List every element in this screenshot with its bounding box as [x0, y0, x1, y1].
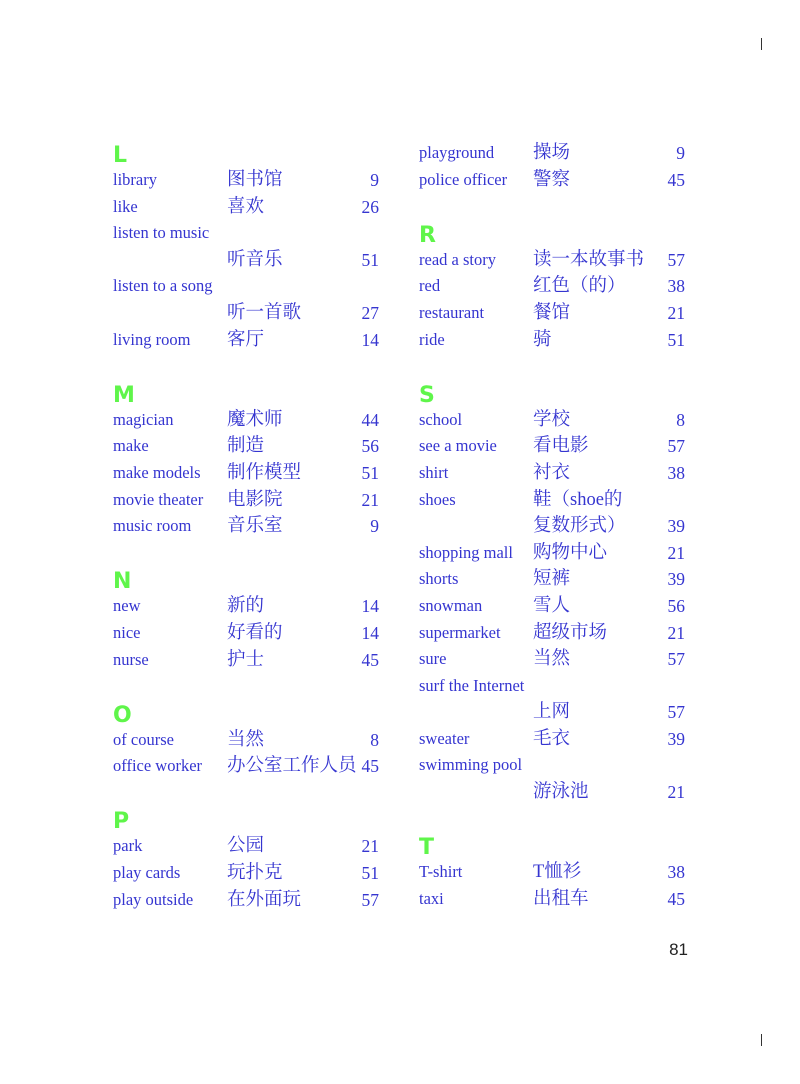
glossary-entry [113, 753, 383, 780]
chinese-meaning: 上网 [533, 702, 571, 723]
page-reference: 21 [667, 622, 685, 643]
english-term: play outside [113, 889, 194, 909]
glossary-entry [113, 300, 383, 327]
glossary-entry [419, 699, 689, 726]
section-letter: L [113, 143, 128, 168]
page-reference: 39 [667, 516, 685, 537]
chinese-meaning: 电影院 [227, 489, 283, 510]
english-term: listen to a song [113, 276, 213, 296]
english-term: play cards [113, 863, 181, 883]
glossary-column-right [419, 140, 689, 912]
glossary-entry [113, 327, 383, 354]
page-reference: 21 [361, 489, 379, 510]
page-reference: 57 [667, 702, 685, 723]
section-letter: S [419, 382, 435, 408]
page-reference: 57 [667, 249, 685, 270]
glossary-entry [419, 566, 689, 593]
english-term: taxi [419, 888, 444, 908]
english-term: sure [419, 649, 447, 669]
glossary-entry [113, 194, 383, 221]
glossary-entry [113, 887, 383, 914]
chinese-meaning: 短裤 [533, 569, 571, 590]
glossary-entry [113, 460, 383, 487]
english-term: make models [113, 462, 201, 482]
page-reference: 38 [667, 276, 685, 297]
english-term: shirt [419, 462, 449, 482]
page-reference: 39 [667, 728, 685, 749]
page-reference: 51 [361, 249, 379, 270]
chinese-meaning: 在外面玩 [227, 889, 302, 910]
english-term: school [419, 409, 463, 429]
chinese-meaning: 餐馆 [533, 302, 571, 323]
glossary-entry [113, 647, 383, 674]
glossary-entry [419, 327, 689, 354]
chinese-meaning: 雪人 [533, 595, 571, 616]
glossary-entry [419, 247, 689, 274]
english-term: movie theater [113, 489, 204, 509]
english-term: nurse [113, 649, 149, 669]
glossary-entry [419, 779, 689, 806]
chinese-meaning: 音乐室 [227, 516, 283, 537]
page-reference: 38 [667, 862, 685, 883]
chinese-meaning: 好看的 [227, 622, 283, 643]
glossary-entry [113, 433, 383, 460]
english-term: shorts [419, 569, 459, 589]
glossary-entry [419, 487, 689, 514]
glossary-entry [419, 593, 689, 620]
english-term: see a movie [419, 436, 497, 456]
page-reference: 21 [667, 542, 685, 563]
chinese-meaning: 制造 [227, 436, 265, 457]
page-reference: 56 [361, 436, 379, 457]
section-letter: T [419, 835, 435, 861]
chinese-meaning: 鞋（shoe的 [533, 489, 623, 510]
english-term: police officer [419, 169, 508, 189]
chinese-meaning: 操场 [533, 143, 571, 163]
chinese-meaning: 看电影 [533, 436, 589, 457]
glossary-entry [113, 247, 383, 274]
glossary-entry [419, 620, 689, 647]
chinese-meaning: 红色（的） [533, 276, 626, 297]
chinese-meaning: 购物中心 [533, 542, 608, 563]
page-reference: 27 [361, 302, 379, 323]
glossary-entry [419, 726, 689, 753]
chinese-meaning: 复数形式） [533, 516, 626, 537]
section-spacer [113, 673, 383, 700]
english-term: of course [113, 729, 174, 749]
page-reference: 9 [676, 143, 685, 163]
section-letter: O [113, 702, 132, 728]
glossary-entry [113, 727, 383, 754]
page-number: 81 [669, 940, 688, 959]
chinese-meaning: 护士 [227, 649, 265, 670]
english-term: T-shirt [419, 862, 463, 882]
glossary-column-left [113, 140, 383, 913]
section-letter: M [113, 382, 135, 408]
english-term: nice [113, 622, 141, 642]
english-term: living room [113, 329, 191, 349]
english-term: library [113, 170, 157, 189]
chinese-meaning: T恤衫 [533, 862, 582, 883]
glossary-entry [113, 513, 383, 540]
glossary-entry [419, 513, 689, 540]
chinese-meaning: 骑 [533, 329, 552, 350]
chinese-meaning: 客厅 [227, 329, 265, 350]
section-letter: P [113, 809, 130, 835]
english-term: snowman [419, 595, 483, 615]
glossary-entry [113, 407, 383, 434]
english-term: shopping mall [419, 542, 513, 562]
chinese-meaning: 衬衣 [533, 462, 571, 483]
glossary-entry [419, 460, 689, 487]
glossary-entry [113, 167, 383, 194]
section-spacer [419, 353, 689, 380]
page-reference: 45 [667, 888, 685, 909]
english-term: new [113, 596, 141, 616]
glossary-entry [419, 273, 689, 300]
english-term: office worker [113, 756, 203, 776]
page-reference: 8 [676, 409, 685, 430]
chinese-meaning: 办公室工作人员 [227, 756, 357, 777]
glossary-entry [419, 140, 689, 167]
english-term: sweater [419, 728, 470, 748]
english-term: swimming pool [419, 755, 523, 775]
page-reference: 21 [667, 782, 685, 803]
english-term: red [419, 276, 441, 296]
glossary-entry [113, 273, 383, 300]
section-letter: R [419, 222, 436, 248]
section-letter: N [113, 569, 132, 595]
page-reference: 57 [667, 649, 685, 670]
chinese-meaning: 玩扑克 [227, 863, 283, 884]
glossary-entry [419, 540, 689, 567]
chinese-meaning: 新的 [227, 596, 265, 617]
chinese-meaning: 超级市场 [533, 622, 608, 643]
page-reference: 21 [361, 836, 379, 857]
english-term: music room [113, 516, 192, 536]
page-reference: 56 [667, 595, 685, 616]
english-term: listen to music [113, 223, 210, 243]
page-reference: 38 [667, 462, 685, 483]
crop-mark-top [761, 38, 762, 50]
chinese-meaning: 听音乐 [227, 249, 283, 270]
glossary-entry [113, 620, 383, 647]
chinese-meaning: 图书馆 [227, 170, 283, 190]
page-reference: 26 [361, 196, 379, 217]
page-reference: 14 [361, 329, 379, 350]
page-reference: 14 [361, 622, 379, 643]
glossary-entry [113, 833, 383, 860]
glossary-entry [419, 673, 689, 700]
page-reference: 44 [361, 409, 379, 430]
page-reference: 9 [370, 516, 379, 537]
glossary-entry [419, 859, 689, 886]
chinese-meaning: 毛衣 [533, 728, 571, 749]
chinese-meaning: 听一首歌 [227, 302, 302, 323]
chinese-meaning: 读一本故事书 [533, 249, 645, 270]
chinese-meaning: 制作模型 [227, 462, 302, 483]
section-spacer [113, 540, 383, 567]
english-term: park [113, 836, 143, 856]
section-spacer [113, 353, 383, 380]
english-term: surf the Internet [419, 675, 525, 695]
page-reference: 9 [370, 170, 379, 190]
page-reference: 8 [370, 729, 379, 750]
chinese-meaning: 游泳池 [533, 782, 589, 803]
section-spacer [419, 806, 689, 833]
english-term: shoes [419, 489, 456, 509]
english-term: make [113, 436, 149, 456]
chinese-meaning: 喜欢 [227, 196, 265, 217]
glossary-entry [419, 300, 689, 327]
page-reference: 51 [361, 863, 379, 884]
glossary-entry [419, 752, 689, 779]
page-reference: 14 [361, 596, 379, 617]
glossary-entry [419, 167, 689, 194]
page-reference: 45 [361, 649, 379, 670]
page-reference: 21 [667, 302, 685, 323]
chinese-meaning: 出租车 [533, 888, 589, 909]
english-term: restaurant [419, 302, 485, 322]
glossary-entry [113, 593, 383, 620]
crop-mark-bottom [761, 1034, 762, 1046]
page-reference: 51 [667, 329, 685, 350]
chinese-meaning: 公园 [227, 836, 265, 857]
page-reference: 45 [667, 169, 685, 190]
english-term: read a story [419, 249, 496, 269]
glossary-entry [419, 433, 689, 460]
page-reference: 51 [361, 462, 379, 483]
english-term: playground [419, 143, 495, 162]
glossary-entry [113, 487, 383, 514]
page-reference: 57 [361, 889, 379, 910]
chinese-meaning: 当然 [227, 729, 265, 750]
glossary-entry [419, 886, 689, 913]
english-term: magician [113, 409, 174, 429]
page-reference: 39 [667, 569, 685, 590]
english-term: like [113, 196, 138, 216]
english-term: ride [419, 329, 445, 349]
glossary-entry [419, 407, 689, 434]
english-term: supermarket [419, 622, 501, 642]
section-spacer [113, 780, 383, 807]
page-reference: 57 [667, 436, 685, 457]
chinese-meaning: 当然 [533, 649, 571, 670]
glossary-entry [113, 220, 383, 247]
chinese-meaning: 学校 [533, 409, 571, 430]
chinese-meaning: 魔术师 [227, 409, 283, 430]
page-reference: 45 [361, 756, 379, 777]
glossary-entry [113, 860, 383, 887]
section-spacer [419, 193, 689, 220]
glossary-entry [419, 646, 689, 673]
chinese-meaning: 警察 [533, 169, 571, 190]
